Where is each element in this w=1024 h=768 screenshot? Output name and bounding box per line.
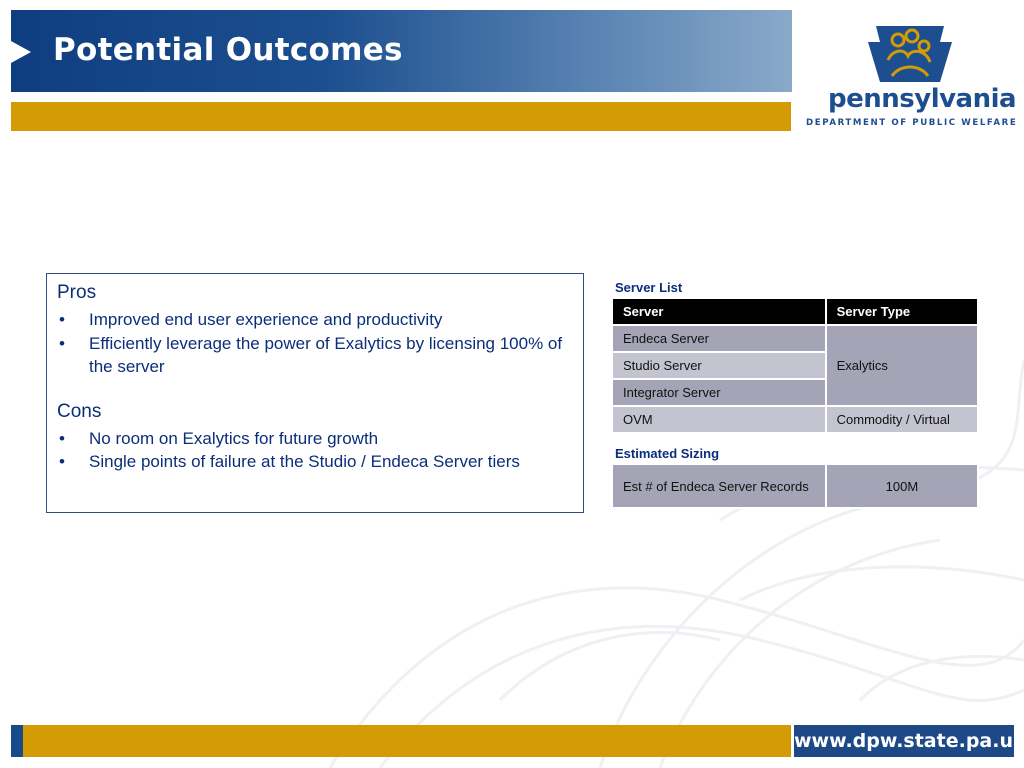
page-title: Potential Outcomes — [53, 32, 403, 68]
pros-heading: Pros — [57, 282, 97, 303]
list-item: • Single points of failure at the Studio / Endeca Server tiers — [57, 450, 573, 474]
table-row — [612, 325, 978, 352]
server-list-table — [611, 297, 979, 434]
logo-subtitle: DEPARTMENT OF PUBLIC WELFARE — [806, 118, 1018, 128]
title-bar — [11, 10, 792, 92]
table-row — [612, 406, 978, 433]
column-header-server-type: Server Type — [826, 298, 978, 325]
title-arrow-icon — [11, 41, 31, 63]
footer-url-link[interactable]: www.dpw.state.pa.us — [794, 725, 1014, 757]
table-cell: Integrator Server — [612, 379, 826, 406]
pros-list — [57, 308, 573, 379]
footer-gold-band — [11, 725, 791, 757]
table-header-row — [612, 298, 978, 325]
list-item: • Improved end user experience and productivity — [57, 308, 573, 332]
table-cell: Endeca Server — [612, 325, 826, 352]
list-item: • Efficiently leverage the power of Exalytics by licensing 100% of the server — [57, 332, 573, 379]
pros-cons-box — [46, 273, 584, 513]
estimated-sizing-table — [611, 463, 979, 509]
table-cell: Est # of Endeca Server Records — [612, 464, 826, 508]
table-cell: Commodity / Virtual — [826, 406, 978, 433]
table-cell: OVM — [612, 406, 826, 433]
column-header-server: Server — [612, 298, 826, 325]
list-item: • No room on Exalytics for future growth — [57, 427, 573, 451]
cons-heading: Cons — [57, 400, 102, 422]
table-cell: 100M — [826, 464, 978, 508]
table-row — [612, 464, 978, 508]
estimated-sizing-caption: Estimated Sizing — [615, 446, 720, 461]
table-cell: Studio Server — [612, 352, 826, 379]
footer-band-edge — [11, 725, 23, 757]
server-list-caption: Server List — [615, 280, 683, 295]
cons-list — [57, 427, 573, 474]
header-gold-band — [11, 102, 791, 131]
table-cell: Exalytics — [826, 325, 978, 406]
logo-wordmark: pennsylvania — [828, 84, 1017, 114]
